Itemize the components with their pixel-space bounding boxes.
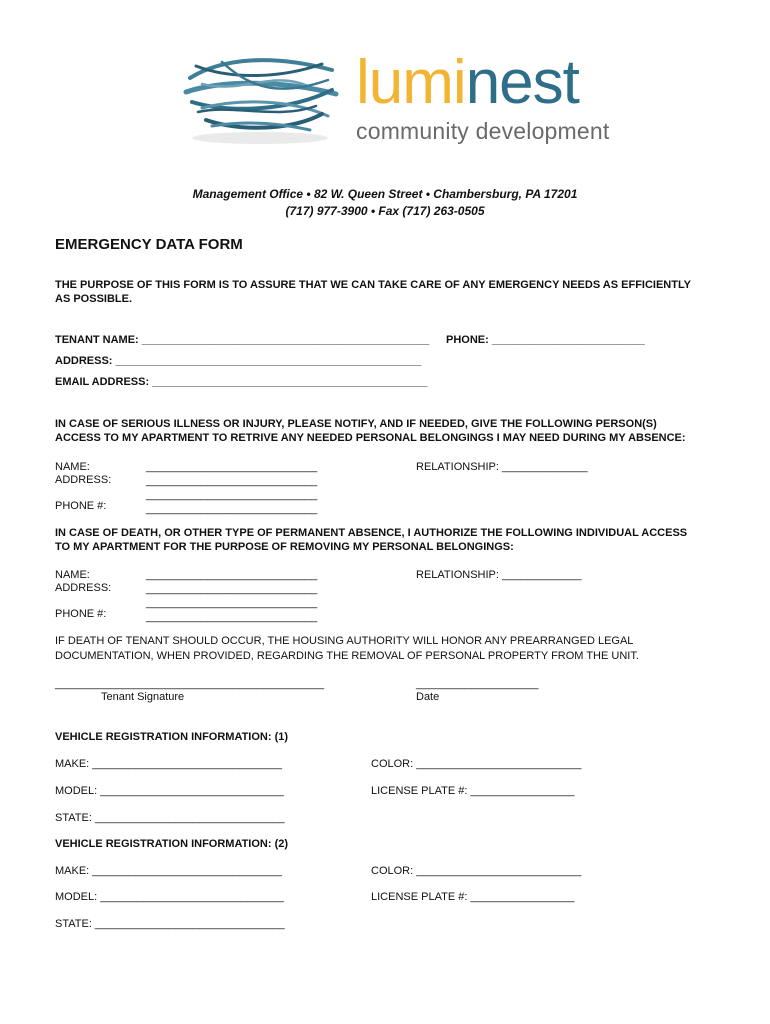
office-phone: (717) 977-3900 • Fax (717) 263-0505	[285, 204, 485, 218]
death-phone-input[interactable]: ____________________________	[146, 611, 318, 623]
illness-address-input-1[interactable]: ____________________________	[146, 475, 318, 487]
vehicle-2-color-field[interactable]: COLOR: ___________________________	[371, 865, 582, 877]
vehicle-1-model-field[interactable]: MODEL: ______________________________	[55, 785, 284, 797]
brand-tagline: community development	[356, 118, 610, 144]
nest-icon	[182, 50, 342, 160]
tenant-address-field[interactable]: ADDRESS: __________________________________________________	[55, 355, 422, 367]
death-address-label: ADDRESS:	[55, 582, 112, 594]
vehicle-2-model-field[interactable]: MODEL: ______________________________	[55, 891, 284, 903]
purpose-line-1: THE PURPOSE OF THIS FORM IS TO ASSURE THAT WE CAN TAKE CARE OF ANY EMERGENCY NEEDS AS EFFICIENTLY	[55, 279, 692, 291]
death-address-input-2[interactable]: ____________________________	[146, 597, 318, 609]
death-phone-label: PHONE #:	[55, 608, 107, 620]
illness-name-label: NAME:	[55, 461, 90, 473]
vehicle-2-state-field[interactable]: STATE: _______________________________	[55, 918, 285, 930]
vehicle-1-plate-field[interactable]: LICENSE PLATE #: _________________	[371, 785, 575, 797]
date-input[interactable]: ____________________	[416, 678, 539, 690]
brand-name-part2: nest	[465, 48, 579, 117]
vehicle-1-state-field[interactable]: STATE: _______________________________	[55, 812, 285, 824]
logo	[0, 0, 770, 160]
vehicle-2-heading: VEHICLE REGISTRATION INFORMATION: (2)	[55, 838, 289, 850]
illness-address-label: ADDRESS:	[55, 474, 112, 486]
illness-relationship-field[interactable]: RELATIONSHIP: ______________	[416, 461, 588, 473]
tenant-name-field[interactable]: TENANT NAME: _______________________________________________	[55, 334, 430, 346]
vehicle-1-heading: VEHICLE REGISTRATION INFORMATION: (1)	[55, 731, 289, 743]
illness-name-input[interactable]: ____________________________	[146, 461, 318, 473]
death-name-label: NAME:	[55, 569, 90, 581]
office-address: Management Office • 82 W. Queen Street • Chambersburg, PA 17201	[192, 187, 578, 201]
death-address-input-1[interactable]: ____________________________	[146, 583, 318, 595]
vehicle-1-color-field[interactable]: COLOR: ___________________________	[371, 758, 582, 770]
signature-label: Tenant Signature	[101, 691, 185, 703]
brand-name	[356, 48, 579, 118]
death-heading-1: IN CASE OF DEATH, OR OTHER TYPE OF PERMANENT ABSENCE, I AUTHORIZE THE FOLLOWING INDIVIDUAL ACCESS	[55, 527, 688, 539]
brand-name-part1: lumi	[356, 48, 466, 117]
page-title: EMERGENCY DATA FORM	[55, 236, 243, 253]
illness-heading-1: IN CASE OF SERIOUS ILLNESS OR INJURY, PLEASE NOTIFY, AND IF NEEDED, GIVE THE FOLLOWING PERSON(S)	[55, 418, 657, 430]
purpose-line-2: AS POSSIBLE.	[55, 293, 133, 305]
illness-phone-input[interactable]: ____________________________	[146, 503, 318, 515]
vehicle-2-plate-field[interactable]: LICENSE PLATE #: _________________	[371, 891, 575, 903]
death-heading-2: TO MY APARTMENT FOR THE PURPOSE OF REMOVING MY PERSONAL BELONGINGS:	[55, 541, 514, 553]
illness-phone-label: PHONE #:	[55, 500, 107, 512]
date-label: Date	[416, 691, 440, 703]
illness-heading-2: ACCESS TO MY APARTMENT TO RETRIVE ANY NEEDED PERSONAL BELONGINGS I MAY NEED DURING MY ABSENCE:	[55, 432, 686, 444]
illness-address-input-2[interactable]: ____________________________	[146, 489, 318, 501]
tenant-phone-field[interactable]: PHONE: _________________________	[446, 334, 645, 346]
vehicle-2-make-field[interactable]: MAKE: _______________________________	[55, 865, 282, 877]
tenant-email-field[interactable]: EMAIL ADDRESS: _____________________________________________	[55, 376, 428, 388]
death-name-input[interactable]: ____________________________	[146, 569, 318, 581]
vehicle-1-make-field[interactable]: MAKE: _______________________________	[55, 758, 282, 770]
death-relationship-field[interactable]: RELATIONSHIP: _____________	[416, 569, 582, 581]
notice-line-2: DOCUMENTATION, WHEN PROVIDED, REGARDING THE REMOVAL OF PERSONAL PROPERTY FROM THE UNIT.	[55, 650, 639, 662]
signature-input[interactable]: ____________________________________________	[55, 678, 325, 690]
notice-line-1: IF DEATH OF TENANT SHOULD OCCUR, THE HOUSING AUTHORITY WILL HONOR ANY PREARRANGED LEGAL	[55, 635, 634, 647]
